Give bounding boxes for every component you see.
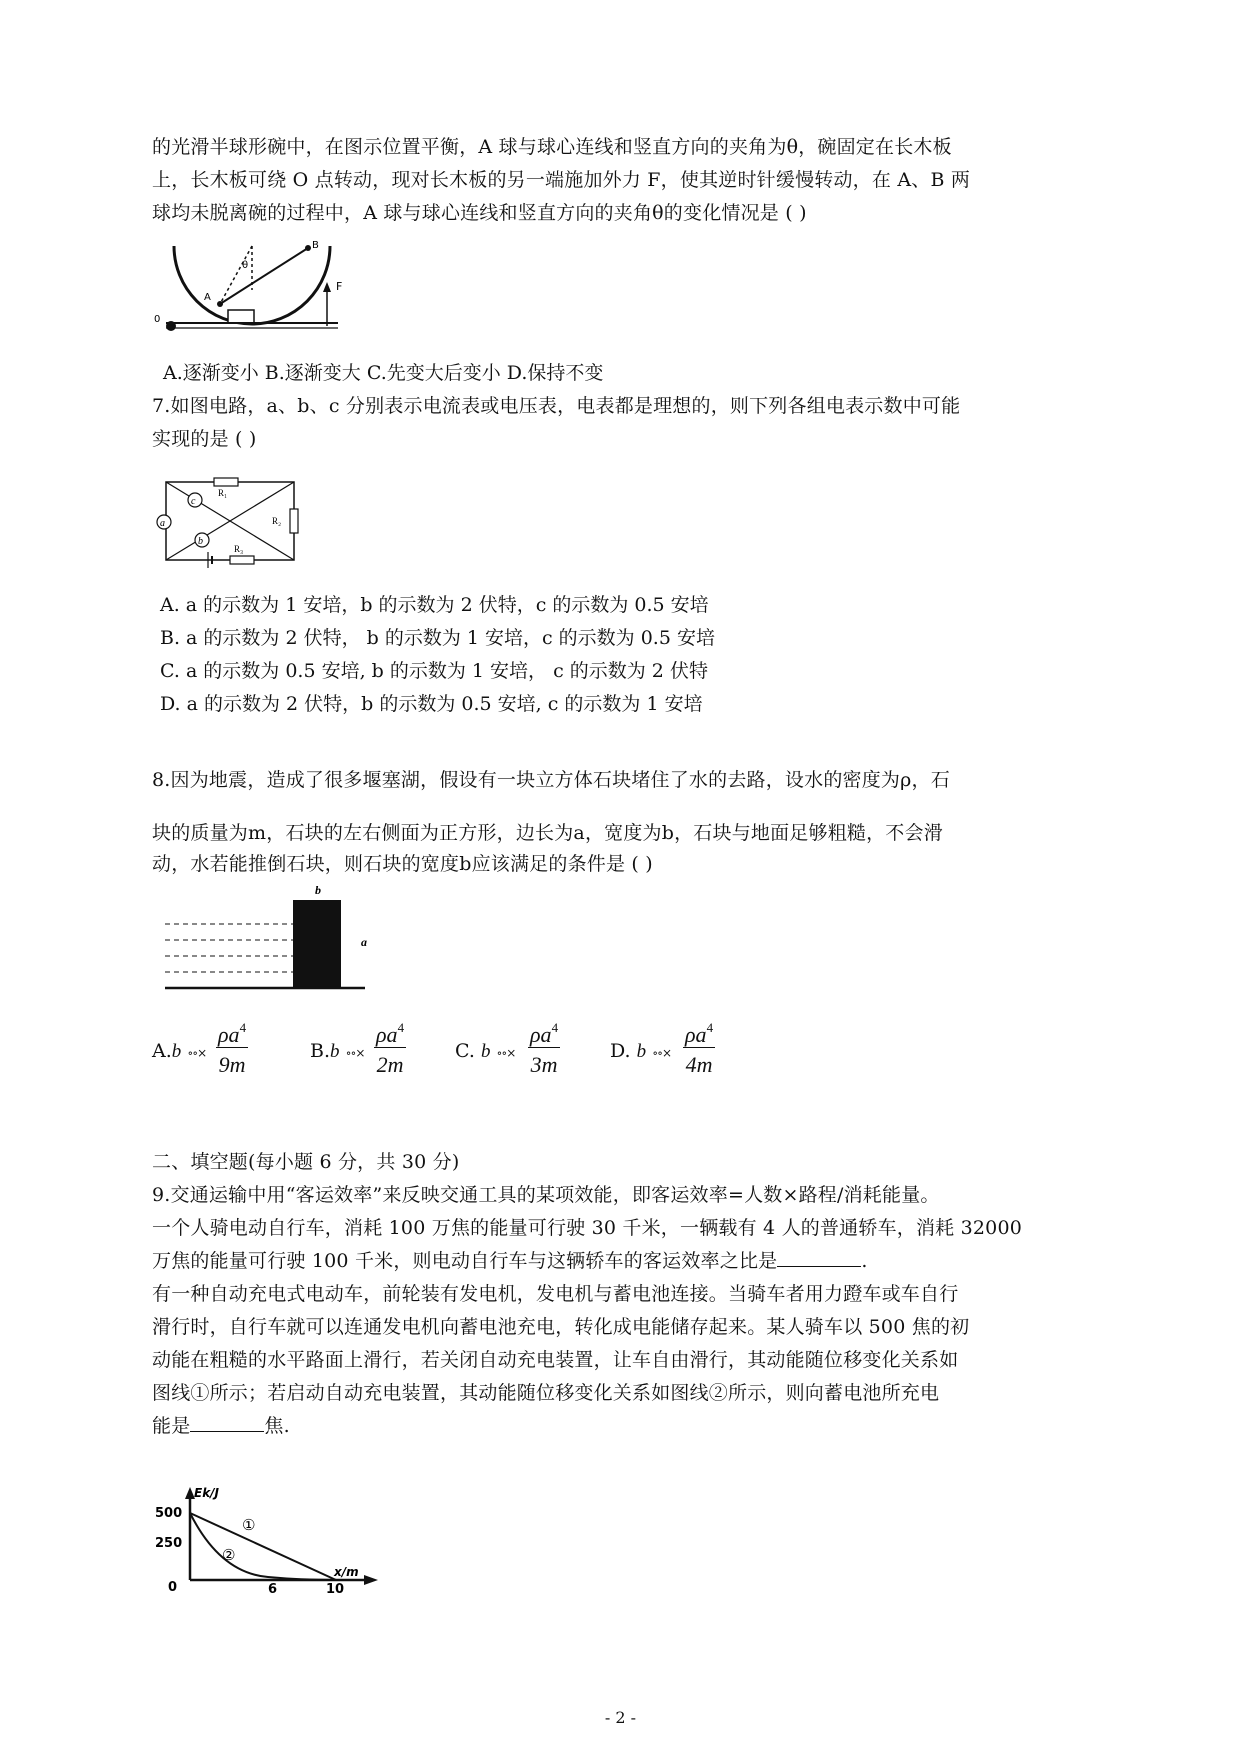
graph-xlabel: x/m [334,1565,359,1579]
q6-line-2: 上，长木板可绕 O 点转动，现对长木板的另一端施加外力 F，使其逆时针缓慢转动，在 A、B 两 [152,169,971,191]
r1-label: R₁ [218,488,228,498]
q7-option-d: D. a 的示数为 2 伏特，b 的示数为 0.5 安培, c 的示数为 1 安培 [160,693,703,715]
q7-line-2: 实现的是 ( ) [152,428,257,450]
curve1-label: ① [242,1516,256,1534]
page-number: - 2 - [604,1708,637,1727]
q7-option-a: A. a 的示数为 1 安培，b 的示数为 2 伏特，c 的示数为 0.5 安培 [160,594,709,616]
xtick-6: 6 [268,1582,278,1595]
section-heading: 二、填空题(每小题 6 分，共 30 分) [152,1151,460,1173]
q7-option-c: C. a 的示数为 0.5 安培, b 的示数为 1 安培， c 的示数为 2 伏特 [160,660,708,682]
q8-line-3: 动，水若能推倒石块，则石块的宽度b应该满足的条件是 ( ) [152,853,653,875]
label-ball-b: B [312,240,319,251]
label-theta: θ [242,260,249,271]
q10-line-5: 能是 焦. [152,1415,290,1437]
ytick-500: 500 [155,1506,183,1521]
exam-page: 的光滑半球形碗中，在图示位置平衡，A 球与球心连线和竖直方向的夹角为θ，碗固定在长木板 上，长木板可绕 O 点转动，现对长木板的另一端施加外力 F，使其逆时针缓慢转动，在 A、B 两 球均未脱离碗的过程中，A 球与球心连线和竖直方向的夹角θ的变化情况是 ( ) 0 A B θ F A.逐渐变小 B.逐渐变大 C.先变大后变小 D.保持不变 7.如图电路，a、b、c 分别表示电流表或电压表，电表都是理想的，则下列各组电表示数中可能 实现的是 ( ) a c b R₁ R₂ R₃ A. a 的示数为 1 安培，b 的示数为 2 伏特，c 的示数为 0.5 安培 B. a 的示数为 2 伏特， b 的示数为 1 安培，c 的示数为 0.5 安培 C. a 的示数为 0.5 安培, b 的示数为 1 安培， c 的示数为 2 伏特 D. a 的示数为 2 伏特，b 的示数为 0.5 安培, c 的示数为 1 安培 8.因为地震，造成了很多堰塞湖，假设有一块立方体石块堵住了水的去路，设水的密度为ρ，石 块的质量为m，石块的左右侧面为正方形，边长为a，宽度为b，石块与地面足够粗糙，不会滑 动，水若能推倒石块，则石块的宽度b应该满足的条件是 ( ) b a A.b ∘∘× $\frac{\rho a^4}{9m}$ B.b ∘∘× $\frac{\rho a^4}{2m}$ C. b ∘∘× $\frac{\rho a^4}{3m}$ D. b ∘∘× $\frac{\rho a^4}{4m}$ 二、填空题(每小题 6 分，共 30 分) 9.交通运输中用“客运效率”来反映交通工具的某项效能，即客运效率=人数×路程/消耗能量。 一个人骑电动自行车，消耗 100 万焦的能量可行驶 30 千米，一辆载有 4 人的普通轿车，消耗 32000 万焦的能量可行驶 100 千米，则电动自行车与这辆轿车的客运效率之比是 . 有一种自动充电式电动车，前轮装有发电机，发电机与蓄电池连接。当骑车者用力蹬车或车自行 滑行时，自行车就可以连通发电机向蓄电池充电，转化成电能储存起来。某人骑车以 500 焦的初 动能在粗糙的水平路面上滑行，若关闭自动充电装置，让车自由滑行，其动能随位移变化关系如 图线①所示；若启动自动充电装置，其动能随位移变化关系如图线②所示，则向蓄电池所充电 能是 焦. Ek/J x/m 500 250 0 6 10 ① ② - 2 - [0,0,1241,1754]
r3-label: R₃ [234,544,244,554]
q10-line-4: 图线①所示；若启动自动充电装置，其动能随位移变化关系如图线②所示，则向蓄电池所充电 [152,1382,940,1404]
q6-line-3: 球均未脱离碗的过程中，A 球与球心连线和竖直方向的夹角θ的变化情况是 ( ) [152,202,807,224]
q10-line-3: 动能在粗糙的水平路面上滑行，若关闭自动充电装置，让车自由滑行，其动能随位移变化关系如 [152,1349,959,1371]
label-width-b: b [315,884,321,897]
q9-answer-blank [777,1266,861,1267]
stone-dam-figure [165,884,377,992]
label-ball-a: A [204,292,211,303]
label-force-f: F [336,280,343,293]
meter-a-label: a [160,518,165,529]
energy-graph [150,1485,380,1595]
xtick-10: 10 [326,1582,345,1595]
q8-line-1: 8.因为地震，造成了很多堰塞湖，假设有一块立方体石块堵住了水的去路，设水的密度为ρ，石 [152,769,950,791]
graph-ylabel: Ek/J [194,1486,220,1500]
bowl-plank-figure [152,238,362,348]
q8-line-2: 块的质量为m，石块的左右侧面为正方形，边长为a，宽度为b，石块与地面足够粗糙，不会滑 [152,822,943,844]
r2-label: R₂ [272,516,282,526]
q6-options: A.逐渐变小 B.逐渐变大 C.先变大后变小 D.保持不变 [163,362,604,384]
q6-line-1: 的光滑半球形碗中，在图示位置平衡，A 球与球心连线和竖直方向的夹角为θ，碗固定在长木板 [152,136,952,158]
q10-line-1: 有一种自动充电式电动车，前轮装有发电机，发电机与蓄电池连接。当骑车者用力蹬车或车自行 [152,1283,959,1305]
ytick-0: 0 [168,1580,178,1595]
q10-answer-blank [190,1431,264,1432]
meter-b-label: b [198,536,203,547]
curve2-label: ② [222,1546,236,1564]
q9-line-3: 万焦的能量可行驶 100 千米，则电动自行车与这辆轿车的客运效率之比是 . [152,1250,868,1272]
q7-option-b: B. a 的示数为 2 伏特， b 的示数为 1 安培，c 的示数为 0.5 安培 [160,627,715,649]
q7-line-1: 7.如图电路，a、b、c 分别表示电流表或电压表，电表都是理想的，则下列各组电表示数中可能 [152,395,961,417]
label-side-a: a [361,935,367,949]
q10-line-2: 滑行时，自行车就可以连通发电机向蓄电池充电，转化成电能储存起来。某人骑车以 500 焦的初 [152,1316,970,1338]
meter-c-label: c [191,496,196,507]
ytick-250: 250 [155,1536,183,1551]
circuit-figure [150,476,300,568]
q9-line-1: 9.交通运输中用“客运效率”来反映交通工具的某项效能，即客运效率=人数×路程/消耗能量。 [152,1184,940,1206]
label-o: 0 [154,314,161,325]
q9-line-2: 一个人骑电动自行车，消耗 100 万焦的能量可行驶 30 千米，一辆载有 4 人的普通轿车，消耗 32000 [152,1217,1023,1239]
